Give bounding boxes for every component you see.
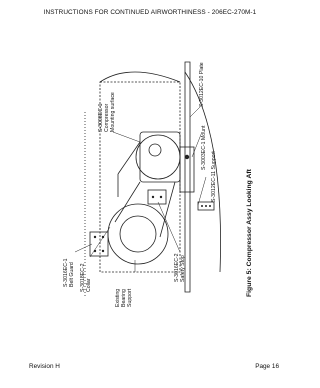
label-collar-1: S-3018EC-2 bbox=[80, 263, 86, 292]
safety-stop-block bbox=[148, 190, 166, 204]
label-support: S-3012EC-11 Support bbox=[211, 151, 217, 202]
label-bearing-1: Existing bbox=[115, 288, 121, 307]
label-plate: S-3012EC-10 Plate bbox=[199, 62, 205, 107]
link-rod bbox=[118, 142, 140, 174]
page-number: Page 16 bbox=[255, 363, 279, 370]
compressor-pulley bbox=[149, 144, 161, 156]
label-safety-stop-2: Safety Stop bbox=[180, 255, 186, 282]
figure-caption: Figure 5: Compressor Assy Looking Aft bbox=[246, 169, 253, 297]
label-belt-guard-1: S-3016EC-1 bbox=[63, 258, 69, 287]
mount-bracket bbox=[180, 147, 194, 192]
label-collar-2: Collar bbox=[86, 278, 92, 292]
lower-pulley bbox=[108, 204, 168, 264]
lower-pulley-hub bbox=[120, 216, 156, 252]
revision-label: Revision H bbox=[29, 363, 60, 370]
label-compressor-3: Mounting surface bbox=[110, 92, 116, 132]
page-header: INSTRUCTIONS FOR CONTINUED AIRWORTHINESS - 206EC-270M-1 bbox=[43, 9, 257, 16]
label-compressor-1: S-3008EC-1 bbox=[98, 103, 104, 132]
compressor-assembly-figure bbox=[40, 22, 280, 352]
label-bearing-3: Support bbox=[127, 288, 133, 307]
compressor-body bbox=[136, 135, 180, 179]
label-belt-guard-2: Belt Guard bbox=[69, 262, 75, 287]
structure-curve-2 bbox=[100, 72, 180, 82]
mounting-plate bbox=[90, 232, 108, 256]
compressor-housing bbox=[140, 132, 180, 182]
label-safety-stop-1: S-3016EC-2 bbox=[174, 253, 180, 282]
label-compressor-2: Compressor bbox=[104, 103, 110, 132]
label-mount: S-3003EC-1 Mount bbox=[201, 125, 207, 170]
label-bearing-2: Bearing bbox=[121, 289, 127, 307]
